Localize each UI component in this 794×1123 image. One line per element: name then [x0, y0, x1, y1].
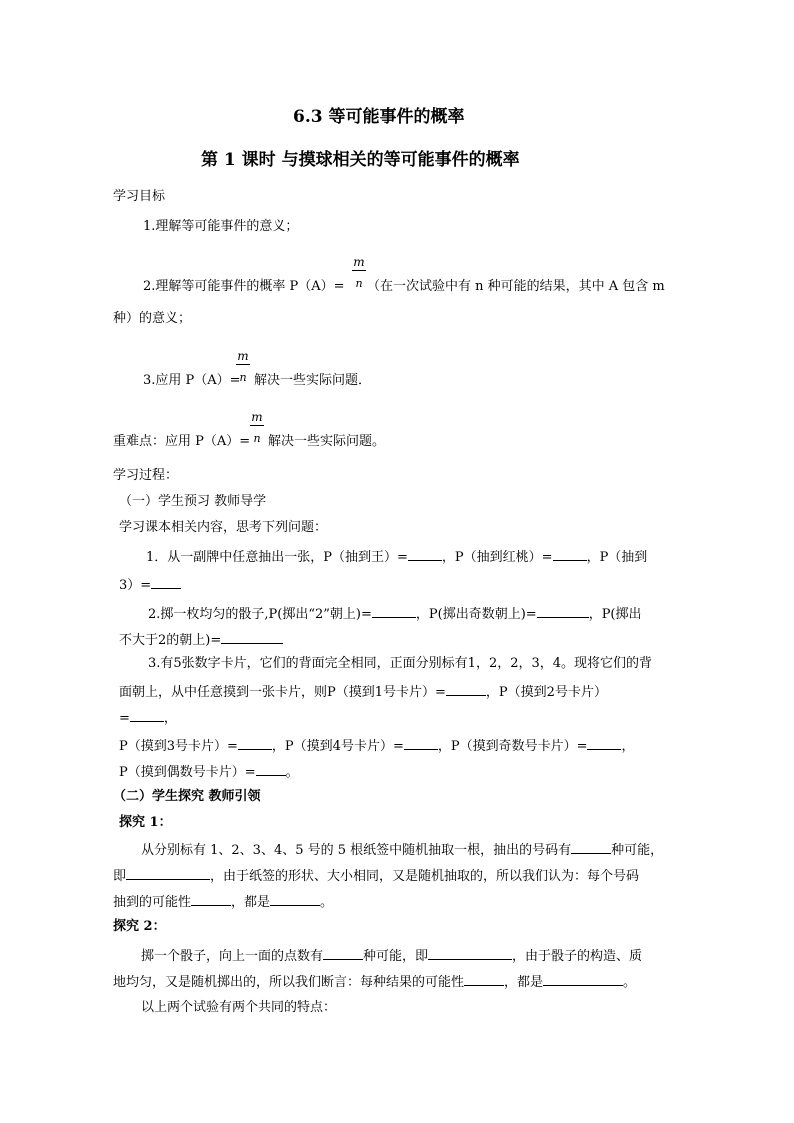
answer-blank: [543, 973, 623, 986]
answer-blank: [408, 548, 442, 561]
answer-blank: [256, 763, 286, 776]
key-points-end: 解决一些实际问题。: [268, 434, 386, 449]
objective-1: 1.理解等可能事件的意义；: [143, 219, 299, 234]
question-3-line-3: = ，: [119, 711, 177, 726]
common-features: 以上两个试验有两个共同的特点：: [141, 1000, 337, 1015]
answer-blank: [587, 737, 621, 750]
section-1-heading: （一）学生预习 教师导学: [119, 494, 267, 509]
answer-blank: [221, 631, 283, 644]
explore-2-line-2: 地均匀，又是随机掷出的，所以我们断言：每种结果的可能性 ，都是 。: [113, 975, 637, 990]
question-1-line-2: 3）=: [119, 576, 181, 594]
key-points-start: 重难点：应用 P（A）=: [113, 434, 251, 449]
answer-blank: [428, 947, 512, 960]
question-2-line-2: 不大于2的朝上)=: [119, 631, 283, 649]
question-3-line-5: P（摸到偶数号卡片）= 。: [119, 765, 299, 780]
objective-3-start: 3.应用 P（A）=: [143, 373, 241, 388]
question-1-line-1: 1．从一副牌中任意抽出一张，P（抽到王）= ，P（抽到红桃）= ，P（抽到: [146, 550, 648, 565]
fraction-numerator: m: [251, 410, 263, 424]
question-3-line-1: 3.有5张数字卡片，它们的背面完全相同，正面分别标有1，2，2，3，4。现将它们的背: [148, 656, 653, 671]
explore-2-heading: 探究 2：: [113, 919, 166, 934]
answer-blank: [238, 737, 272, 750]
objective-2-start: 2.理解等可能事件的概率 P（A）=: [143, 279, 345, 294]
answer-blank: [191, 893, 231, 906]
objective-2-cont: （在一次试验中有 n 种可能的结果，其中 A 包含 m: [367, 279, 665, 294]
fraction-denominator: n: [253, 432, 261, 445]
question-3-line-4: P（摸到3号卡片）= ，P（摸到4号卡片）= ，P（摸到奇数号卡片）= ，: [119, 739, 635, 754]
objective-3-end: 解决一些实际问题．: [254, 373, 372, 388]
answer-blank: [553, 548, 587, 561]
section-1-intro: 学习课本相关内容，思考下列问题：: [119, 520, 328, 535]
process-heading: 学习过程：: [113, 468, 179, 483]
main-title: 6.3 等可能事件的概率: [293, 107, 465, 127]
answer-blank: [130, 709, 164, 722]
fraction-m-over-n: [352, 255, 366, 291]
fraction-denominator: n: [355, 277, 363, 290]
objective-2-end: 种）的意义；: [113, 311, 192, 326]
explore-1-line-3: 抽到的可能性 ，都是 。: [113, 895, 334, 910]
explore-1-line-1: 从分别标有 1、2、3、4、5 号的 5 根纸签中随机抽取一根，抽出的号码有 种可能，: [141, 843, 664, 858]
fraction-m-over-n: [250, 410, 264, 446]
answer-blank: [270, 893, 320, 906]
fraction-numerator: m: [353, 255, 365, 269]
fraction-denominator: n: [239, 371, 247, 384]
answer-blank: [464, 973, 504, 986]
answer-blank: [372, 605, 416, 618]
answer-blank: [404, 737, 438, 750]
explore-1-heading: 探究 1：: [119, 815, 172, 830]
question-3-line-2: 面朝上，从中任意摸到一张卡片，则P（摸到1号卡片）= ，P（摸到2号卡片）: [119, 685, 607, 700]
question-2-line-1: 2.掷一枚均匀的骰子,P(掷出“2”朝上)= ，P(掷出奇数朝上)= ，P(掷出: [148, 607, 642, 622]
answer-blank: [151, 576, 181, 589]
answer-blank: [537, 605, 589, 618]
fraction-numerator: m: [237, 349, 249, 363]
answer-blank: [446, 683, 486, 696]
answer-blank: [571, 841, 611, 854]
objectives-heading: 学习目标: [113, 189, 166, 204]
answer-blank: [126, 867, 210, 880]
explore-1-line-2: 即 ，由于纸签的形状、大小相同，又是随机抽取的，所以我们认为：每个号码: [113, 869, 640, 884]
sub-title: 第 1 课时 与摸球相关的等可能事件的概率: [201, 150, 520, 170]
section-2-heading: （二）学生探究 教师引领: [113, 789, 261, 804]
answer-blank: [323, 947, 363, 960]
explore-2-line-1: 掷一个骰子，向上一面的点数有 种可能，即 ，由于骰子的构造、质: [141, 949, 643, 964]
